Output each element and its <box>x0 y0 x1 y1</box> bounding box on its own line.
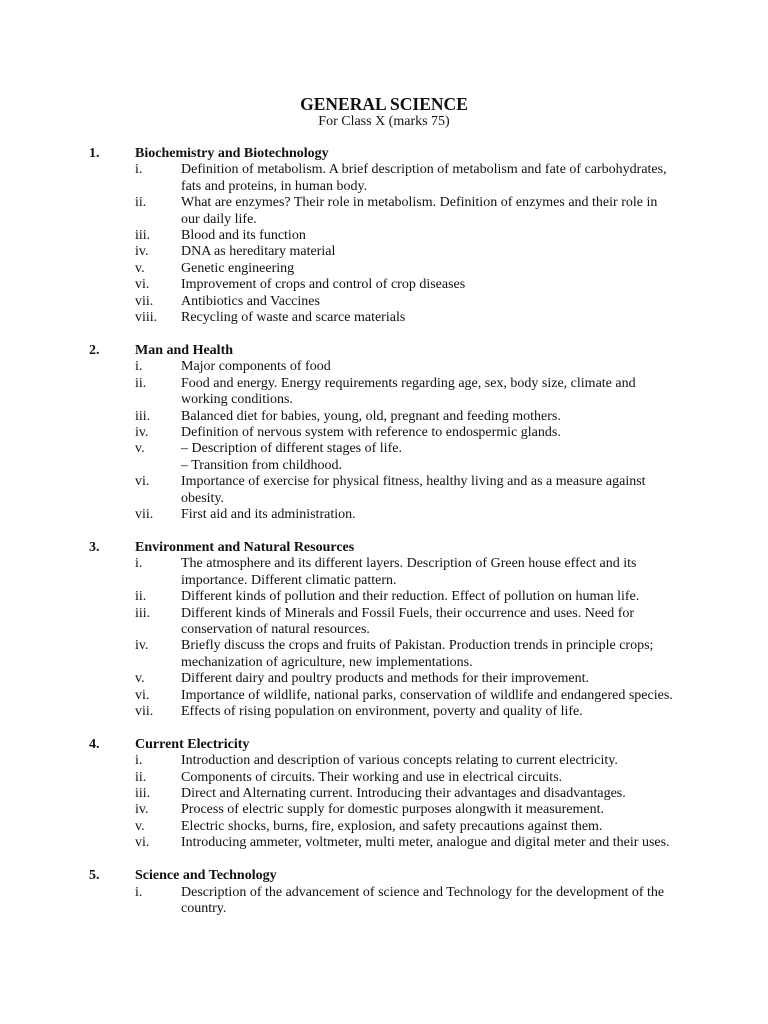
list-item <box>0 638 768 671</box>
section-title: Current Electricity <box>135 736 250 752</box>
syllabus-section <box>0 868 768 917</box>
section-heading <box>0 540 768 556</box>
list-item <box>0 556 768 589</box>
item-text: Genetic engineering <box>181 260 295 276</box>
list-item <box>0 770 768 786</box>
list-item <box>0 195 768 228</box>
item-text: Introducing ammeter, voltmeter, multi meter, analogue and digital meter and their uses. <box>181 835 670 851</box>
item-text: Food and energy. Energy requirements regarding age, sex, body size, climate and working conditions. <box>181 375 636 408</box>
list-item <box>0 441 768 457</box>
document-title: GENERAL SCIENCE <box>300 94 468 114</box>
item-text: Introduction and description of various concepts relating to current electricity. <box>181 753 618 769</box>
item-number: i. <box>135 753 143 769</box>
list-item <box>0 359 768 375</box>
section-title: Man and Health <box>135 342 234 358</box>
syllabus-section <box>0 540 768 720</box>
section-number: 3. <box>89 539 100 555</box>
list-item <box>0 162 768 195</box>
item-number: iii. <box>135 408 151 424</box>
item-number: vi. <box>135 474 150 490</box>
section-number: 2. <box>89 342 100 358</box>
list-item <box>0 244 768 260</box>
item-number: ii. <box>135 195 147 211</box>
item-text: Blood and its function <box>181 228 306 244</box>
item-number: v. <box>135 671 145 687</box>
item-number: iv. <box>135 424 149 440</box>
section-number: 5. <box>89 868 100 884</box>
item-number: iv. <box>135 638 149 654</box>
item-text: What are enzymes? Their role in metabolism. Definition of enzymes and their role in our daily life. <box>181 195 658 227</box>
list-item <box>0 376 768 409</box>
item-text: Importance of exercise for physical fitness, healthy living and as a measure against obesity. <box>181 474 646 506</box>
section-heading <box>0 146 768 162</box>
item-text: Balanced diet for babies, young, old, pregnant and feeding mothers. <box>181 408 561 424</box>
item-text: Direct and Alternating current. Introducing their advantages and disadvantages. <box>181 786 626 802</box>
list-item <box>0 885 768 918</box>
syllabus-section <box>0 146 768 326</box>
item-number: i. <box>135 556 143 572</box>
list-item <box>0 409 768 425</box>
sub-item-text: – Transition from childhood. <box>181 457 343 473</box>
item-number: v. <box>135 441 145 457</box>
item-text: DNA as hereditary material <box>181 244 336 260</box>
item-number: iii. <box>135 605 151 621</box>
list-item <box>0 474 768 507</box>
list-item <box>0 294 768 310</box>
item-text: Different kinds of Minerals and Fossil Fuels, their occurrence and uses. Need for conservation of natural resources. <box>181 605 635 637</box>
list-item <box>0 819 768 835</box>
item-number: iii. <box>135 786 151 802</box>
section-heading <box>0 343 768 359</box>
item-number: v. <box>135 260 145 276</box>
section-title: Environment and Natural Resources <box>135 539 355 555</box>
item-number: ii. <box>135 589 147 605</box>
item-number: i. <box>135 162 143 178</box>
item-text: Recycling of waste and scarce materials <box>181 310 406 326</box>
item-number: vi. <box>135 687 150 703</box>
item-number: viii. <box>135 310 158 326</box>
item-text: Importance of wildlife, national parks, conservation of wildlife and endangered species. <box>181 687 673 703</box>
item-number: ii. <box>135 375 147 391</box>
list-item <box>0 606 768 639</box>
item-number: vii. <box>135 507 154 522</box>
item-number: iv. <box>135 244 149 260</box>
item-text: Improvement of crops and control of crop diseases <box>181 277 466 293</box>
section-heading <box>0 737 768 753</box>
list-item <box>0 507 768 523</box>
list-item <box>0 228 768 244</box>
item-text: Definition of nervous system with reference to endospermic glands. <box>181 424 561 440</box>
item-text: Process of electric supply for domestic purposes alongwith it measurement. <box>181 802 605 818</box>
item-number: i. <box>135 359 143 375</box>
item-number: i. <box>135 884 143 900</box>
item-text: Description of the advancement of science and Technology for the development of the country. <box>181 884 665 916</box>
section-number: 4. <box>89 736 100 752</box>
list-item <box>0 310 768 326</box>
list-item <box>0 261 768 277</box>
item-number: vi. <box>135 835 150 851</box>
item-text: Electric shocks, burns, fire, explosion, and safety precautions against them. <box>181 818 603 834</box>
item-text: Different dairy and poultry products and methods for their improvement. <box>181 671 589 687</box>
section-heading <box>0 868 768 884</box>
item-text: Definition of metabolism. A brief description of metabolism and fate of carbohydrates, fats and proteins, in human body. <box>181 162 667 194</box>
item-text: Antibiotics and Vaccines <box>181 293 320 309</box>
item-text: – Description of different stages of life. <box>181 441 402 457</box>
item-number: v. <box>135 818 145 834</box>
syllabus-section <box>0 737 768 852</box>
section-title: Biochemistry and Biotechnology <box>135 146 329 161</box>
item-number: vii. <box>135 293 154 309</box>
list-item <box>0 704 768 720</box>
list-item <box>0 277 768 293</box>
list-item <box>0 802 768 818</box>
document-subtitle: For Class X (marks 75) <box>318 114 450 129</box>
item-text: First aid and its administration. <box>181 507 356 522</box>
item-text: Different kinds of pollution and their reduction. Effect of pollution on human life. <box>181 589 640 605</box>
item-text: Briefly discuss the crops and fruits of Pakistan. Production trends in principle crops; mechanization of agriculture, new implementations. <box>181 638 654 670</box>
syllabus-section <box>0 343 768 523</box>
item-text: The atmosphere and its different layers. Description of Green house effect and its importance. Different climatic pattern. <box>181 556 637 588</box>
list-item <box>0 688 768 704</box>
list-item <box>0 671 768 687</box>
section-title: Science and Technology <box>135 868 277 884</box>
item-number: vi. <box>135 277 150 293</box>
syllabus-content <box>0 146 768 934</box>
list-item <box>0 425 768 441</box>
item-text: Major components of food <box>181 359 331 375</box>
item-number: ii. <box>135 769 147 785</box>
list-item <box>0 589 768 605</box>
item-number: iv. <box>135 802 149 818</box>
item-text: Effects of rising population on environment, poverty and quality of life. <box>181 703 583 719</box>
item-number: iii. <box>135 228 151 244</box>
list-item <box>0 753 768 769</box>
item-text: Components of circuits. Their working and use in electrical circuits. <box>181 769 563 785</box>
list-item <box>0 786 768 802</box>
list-item <box>0 835 768 851</box>
section-number: 1. <box>89 146 100 161</box>
item-number: vii. <box>135 703 154 719</box>
